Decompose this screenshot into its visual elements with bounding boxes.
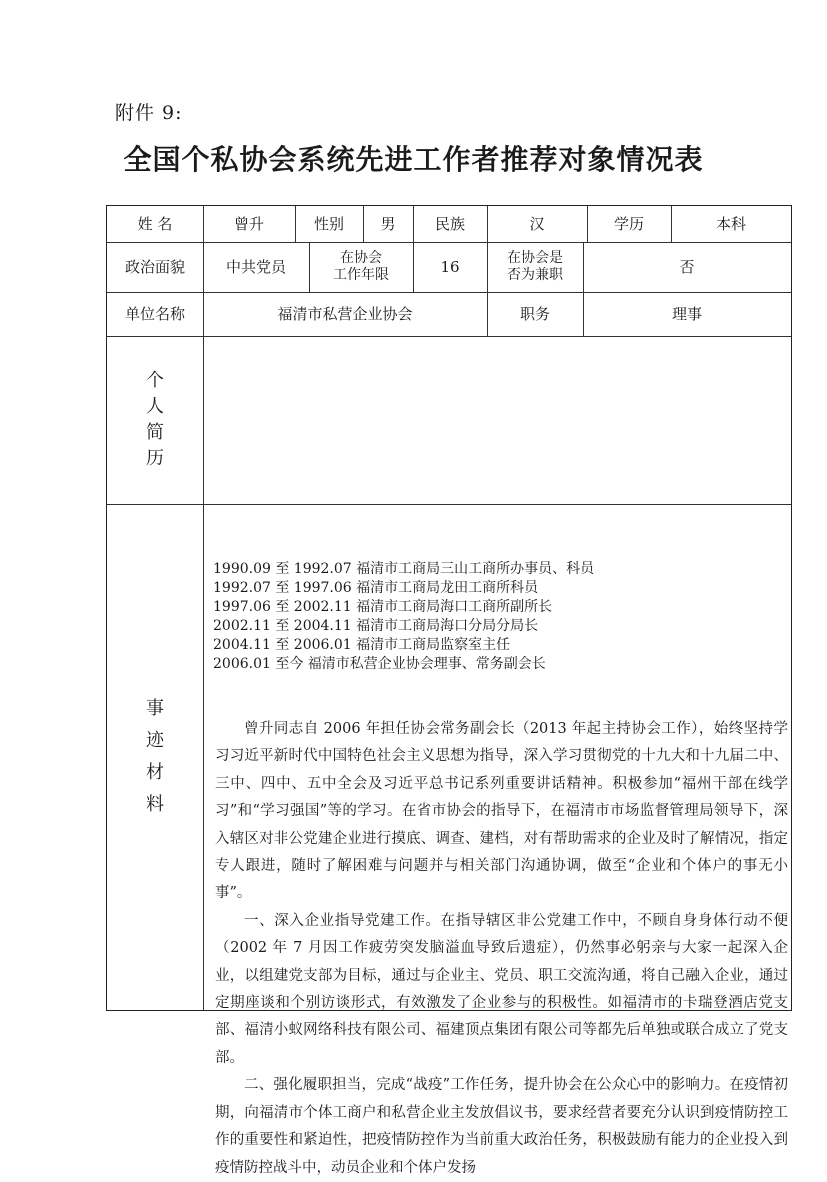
unit-value: 福清市私营企业协会 xyxy=(277,305,413,323)
deeds-paragraph: 一、深入企业指导党建工作。在指导辖区非公党建工作中，不顾自身身体行动不便（2002 年 7 月因工作疲劳突发脑溢血导致后遗症），仍然事必躬亲与大家一起深入企业，以组建党支部为目标，通过与企业主、党员、职工交流沟通，将自己融入企业，通过定期座谈和个别访谈形式，有效激发了企业参与的积极性。如福清市的卡瑞登酒店党支部、福清小蚁网络科技有限公司、福建顶点集团有限公司等都先后单独或联合成立了党支部。 xyxy=(215,912,788,1066)
deeds-label xyxy=(107,504,203,1010)
resume-entry: 1997.06 至 2002.11 福清市工商局海口工商所副所长 xyxy=(213,599,553,615)
info-table xyxy=(106,205,792,1176)
resume-label-char: 简 xyxy=(146,422,164,443)
name-value: 曾升 xyxy=(233,215,264,233)
years-value: 16 xyxy=(440,258,460,276)
resume-label-char: 个 xyxy=(146,370,164,391)
political-value: 中共党员 xyxy=(225,258,286,276)
years-label-line2: 工作年限 xyxy=(333,267,389,283)
resume-label-char: 历 xyxy=(146,448,164,469)
deeds-paragraph: 二、强化履职担当，完成“战疫”工作任务，提升协会在公众心中的影响力。在疫情初期，向福清市个体工商户和私营企业主发放倡议书，要求经营者要充分认识到疫情防控工作的重要性和紧迫性，把疫情防控作为当前重大政治任务，积极鼓励有能力的企业投入到疫情防控战斗中，动员企业和个体户发扬 xyxy=(215,1077,788,1176)
deeds-label-text xyxy=(145,693,165,821)
row-divider xyxy=(107,336,791,337)
position-label: 职务 xyxy=(519,305,550,323)
resume-entry: 1990.09 至 1992.07 福清市工商局三山工商所办事员、科员 xyxy=(213,561,595,577)
resume-label-char: 人 xyxy=(146,396,164,417)
row-divider xyxy=(107,504,791,505)
deeds-paragraph: 曾升同志自 2006 年担任协会常务副会长（2013 年起主持协会工作），始终坚持学习习近平新时代中国特色社会主义思想为指导，深入学习贯彻党的十九大和十九届二中、三中、四中、五中全会及习近平总书记系列重要讲话精神。积极参加“福州干部在线学习”和“学习强国”等的学习。在省市协会的指导下，在福清市市场监督管理局领导下，深入辖区对非公党建企业进行摸底、调查、建档，对有帮助需求的企业及时了解情况，指定专人跟进，随时了解困难与问题并与相关部门沟通协调，做至“企业和个体户的事无小事”。 xyxy=(215,721,788,902)
years-label-line1: 在协会 xyxy=(340,250,382,266)
parttime-label-line2: 否为兼职 xyxy=(507,267,563,283)
parttime-label xyxy=(487,242,583,292)
attachment-label: 附件 9: xyxy=(115,102,183,124)
resume-entries xyxy=(213,560,773,674)
years-label xyxy=(309,242,413,292)
deeds-label-char: 料 xyxy=(146,794,164,815)
education-value: 本科 xyxy=(715,215,746,233)
education-label: 学历 xyxy=(613,215,644,233)
deeds-label-char: 事 xyxy=(146,698,164,719)
political-label: 政治面貌 xyxy=(124,258,185,276)
parttime-label-line1: 在协会是 xyxy=(507,250,563,266)
resume-entry: 2006.01 至今 福清市私营企业协会理事、常务副会长 xyxy=(213,656,546,672)
gender-label: 性别 xyxy=(313,215,344,233)
resume-label xyxy=(107,336,203,504)
resume-entry: 2004.11 至 2006.01 福清市工商局监察室主任 xyxy=(213,637,511,653)
deeds-text xyxy=(215,716,788,1182)
parttime-value: 否 xyxy=(679,258,695,276)
ethnicity-label: 民族 xyxy=(434,215,465,233)
gender-value: 男 xyxy=(380,215,396,233)
resume-entry: 2002.11 至 2004.11 福清市工商局海口分局分局长 xyxy=(213,618,539,634)
unit-label: 单位名称 xyxy=(124,305,185,323)
deeds-label-char: 材 xyxy=(146,762,164,783)
position-value: 理事 xyxy=(671,305,702,323)
ethnicity-value: 汉 xyxy=(529,215,545,233)
name-label: 姓 名 xyxy=(137,215,173,233)
deeds-label-char: 迹 xyxy=(146,730,164,751)
resume-label-text xyxy=(145,368,165,472)
page-title: 全国个私协会系统先进工作者推荐对象情况表 xyxy=(123,143,704,176)
resume-entry: 1992.07 至 1997.06 福清市工商局龙田工商所科员 xyxy=(213,580,539,596)
